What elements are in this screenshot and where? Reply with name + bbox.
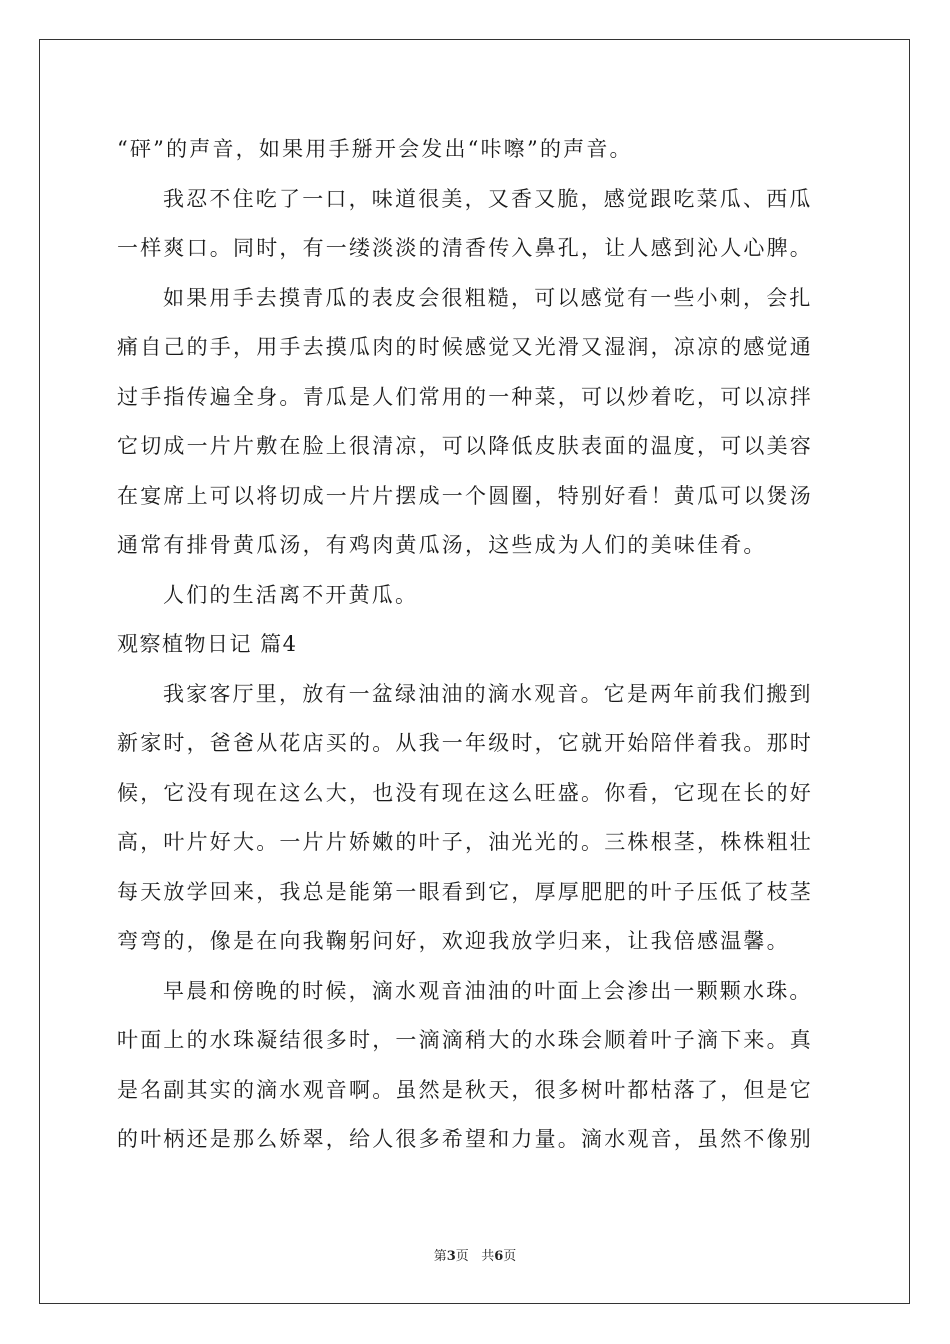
page-suffix: 页 [455, 1249, 469, 1264]
total-suffix: 页 [503, 1249, 517, 1264]
text-line: 痛自己的手，用手去摸瓜肉的时候感觉又光滑又湿润，凉凉的感觉通 [117, 335, 813, 359]
page-footer [0, 1245, 950, 1264]
text-line: 新家时，爸爸从花店买的。从我一年级时，它就开始陪伴着我。那时 [117, 731, 813, 755]
text-line: 通常有排骨黄瓜汤，有鸡肉黄瓜汤，这些成为人们的美味佳肴。 [117, 533, 767, 557]
text-line: 在宴席上可以将切成一片片摆成一个圆圈，特别好看！黄瓜可以煲汤 [117, 483, 813, 508]
text-line: 我家客厅里，放有一盆绿油油的滴水观音。它是两年前我们搬到 [163, 681, 813, 706]
total-prefix: 共 [481, 1249, 495, 1264]
text-line: 候，它没有现在这么大，也没有现在这么旺盛。你看，它现在长的好 [117, 780, 813, 805]
text-line: “砰”的声音，如果用手掰开会发出“咔嚓”的声音。 [117, 137, 633, 161]
text-line: 弯弯的，像是在向我鞠躬问好，欢迎我放学归来，让我倍感温馨。 [117, 929, 790, 953]
text-line: 我忍不住吃了一口，味道很美，又香又脆，感觉跟吃菜瓜、西瓜 [163, 186, 813, 211]
text-line: 一样爽口。同时，有一缕淡淡的清香传入鼻孔，让人感到沁人心脾。 [117, 236, 813, 260]
document-body [117, 125, 833, 1165]
text-line: 的叶柄还是那么娇翠，给人很多希望和力量。滴水观音，虽然不像别 [117, 1127, 813, 1151]
text-line: 过手指传遍全身。青瓜是人们常用的一种菜，可以炒着吃，可以凉拌 [117, 384, 813, 409]
text-line: 如果用手去摸青瓜的表皮会很粗糙，可以感觉有一些小刺，会扎 [163, 285, 813, 310]
section-heading: 观察植物日记 篇4 [117, 632, 298, 656]
total-pages: 6 [494, 1249, 504, 1264]
text-line: 它切成一片片敷在脸上很清凉，可以降低皮肤表面的温度，可以美容 [117, 434, 813, 458]
page-number: 3 [446, 1249, 456, 1264]
page-prefix: 第 [433, 1249, 447, 1264]
text-line: 高，叶片好大。一片片娇嫩的叶子，油光光的。三株根茎，株株粗壮 [117, 830, 813, 854]
text-line: 早晨和傍晚的时候，滴水观音油油的叶面上会渗出一颗颗水珠。 [163, 978, 813, 1003]
text-line: 是名副其实的滴水观音啊。虽然是秋天，很多树叶都枯落了，但是它 [117, 1077, 813, 1102]
text-line: 人们的生活离不开黄瓜。 [163, 582, 419, 607]
text-line: 每天放学回来，我总是能第一眼看到它，厚厚肥肥的叶子压低了枝茎 [117, 879, 813, 904]
text-line: 叶面上的水珠凝结很多时，一滴滴稍大的水珠会顺着叶子滴下来。真 [117, 1028, 813, 1052]
